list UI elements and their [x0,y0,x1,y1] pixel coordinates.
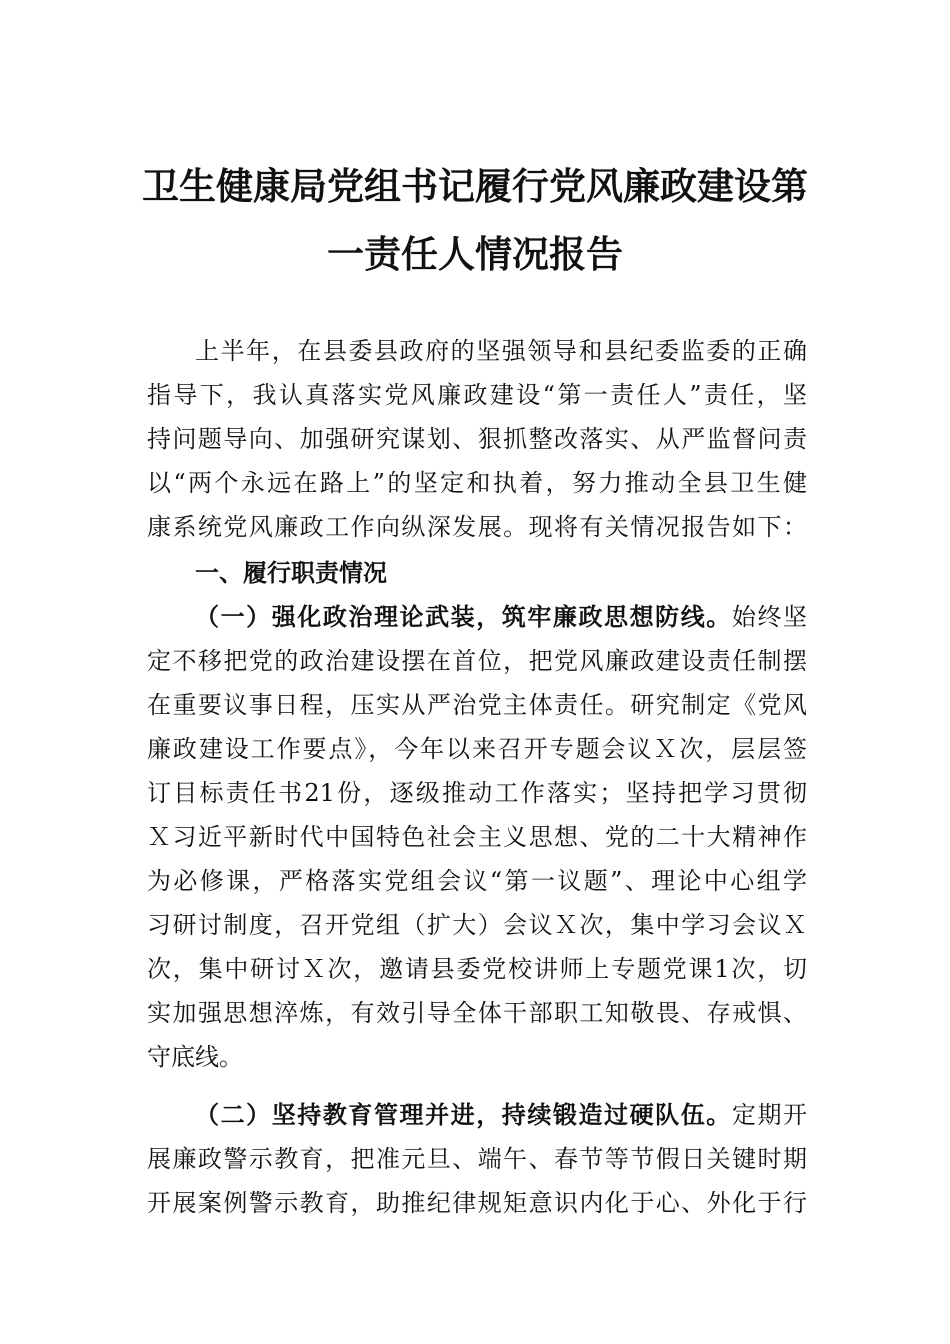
intro-line-1: 上半年，在县委县政府的坚强领导和县纪委监委的正确 [195,337,807,365]
item1-line: 在重要议事日程，压实从严治党主体责任。研究制定《党风 [147,691,807,719]
item2-line: 展廉政警示教育，把准元旦、端午、春节等节假日关键时期 [147,1145,807,1173]
item2-line: 开展案例警示教育，助推纪律规矩意识内化于心、外化于行 [147,1189,807,1217]
item1-line: 实加强思想淬炼，有效引导全体干部职工知敬畏、存戒惧、 [147,999,807,1027]
item1-line: 廉政建设工作要点》，今年以来召开专题会议Ｘ次，层层签 [147,735,807,763]
item1-first-line [195,595,807,639]
item1-lead: （一）强化政治理论武装，筑牢廉政思想防线。 [195,602,732,631]
document-title-line-1: 卫生健康局党组书记履行党风廉政建设第 [142,164,808,208]
item1-line: 习研讨制度，召开党组（扩大）会议Ｘ次，集中学习会议Ｘ [147,911,807,939]
item1-line: Ｘ习近平新时代中国特色社会主义思想、党的二十大精神作 [147,823,807,851]
item1-line: 守底线。 [147,1043,243,1071]
item1-line: 次，集中研讨Ｘ次，邀请县委党校讲师上专题党课1次，切 [147,955,807,983]
item2-first-line [195,1093,807,1137]
item2-lead: （二）坚持教育管理并进，持续锻造过硬队伍。 [195,1100,732,1129]
document-title-line-2: 一责任人情况报告 [327,232,623,276]
intro-line-2: 指导下，我认真落实党风廉政建设“第一责任人”责任，坚 [147,381,807,409]
intro-line-3: 持问题导向、加强研究谋划、狠抓整改落实、从严监督问责 [147,425,807,453]
item1-line: 为必修课，严格落实党组会议“第一议题”、理论中心组学 [147,867,807,895]
section-heading-1: 一、履行职责情况 [195,559,387,587]
item1-line: 定不移把党的政治建设摆在首位，把党风廉政建设责任制摆 [147,647,807,675]
intro-line-4: 以“两个永远在路上”的坚定和执着，努力推动全县卫生健 [147,469,807,497]
intro-line-5: 康系统党风廉政工作向纵深发展。现将有关情况报告如下： [147,513,807,541]
item1-first-rest: 始终坚 [731,603,808,631]
item2-first-rest: 定期开 [731,1101,808,1129]
item1-line: 订目标责任书21份，逐级推动工作落实；坚持把学习贯彻 [147,779,807,807]
